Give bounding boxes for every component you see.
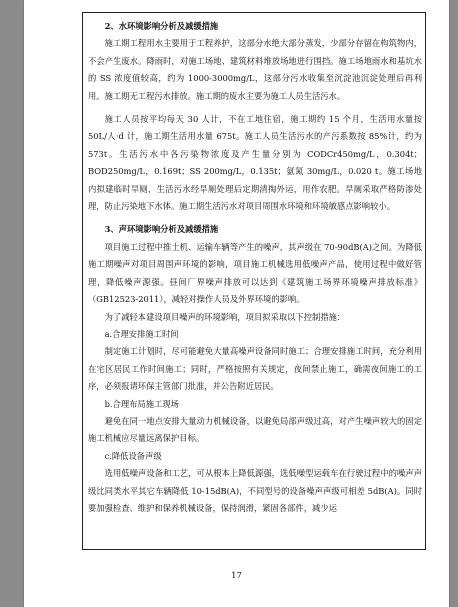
body-paragraph: 施工期工程用水主要用于工程养护，这部分水绝大部分蒸发，少部分存留在构筑物内，不会产生废水。降雨时，对施工场地、建筑材料堆放场地进行围挡。施工场地雨水和基坑水的 SS 浓度值较高，约为 1000-3000mg/L，这部分污水收集至沉淀池沉淀处理后再利用。施工期无工程污水排放。施工期的废水主要为施工人员生活污水。 [88, 38, 422, 101]
body-paragraph: 避免在同一地点安排大量动力机械设备，以避免局部声级过高，对产生噪声较大的固定施工机械应尽量远离保护目标。 [88, 415, 422, 444]
page-number: 17 [231, 571, 242, 581]
body-paragraph: 制定施工计划时，尽可能避免大量高噪声设备同时施工；合理安排施工时间，充分利用在宅区居民工作时间施工；同时，严格按照有关规定，夜间禁止施工，确需夜间施工的工序，必须报请环保主管部门批准，并公告附近居民。 [88, 346, 422, 392]
document-page [24, 0, 449, 607]
body-paragraph: 为了减轻本建设项目噪声的环境影响，项目拟采取以下控制措施： [104, 311, 346, 322]
section-heading: 3、声环境影响分析及减缓措施 [104, 224, 219, 235]
body-paragraph: a.合理安排施工时间 [104, 328, 179, 339]
page-content [88, 18, 422, 517]
body-paragraph: c.降低设备声级 [104, 450, 162, 461]
body-paragraph: 施工人员按平均每天 30 人计，不在工地住宿，施工期约 15 个月，生活用水量按 50L/人·d 计，施工期生活用水量 675t。施工人员生活污水的产污系数按 85%计，约为 573t。生活污水中各污染物浓度及产生量分别为 CODCr450mg/L，0.304t；BOD250mg/L，0.169t；SS 200mg/L，0.135t；氨氮 30mg/L，0.020 t。施工场地内拟建临时旱厕，生活污水经旱厕处理后定期清掏外运，用作农肥。旱厕采取严格防渗处理，防止污染地下水体。施工期生活污水对项目周围水环境和环境敏感点影响较小。 [88, 114, 422, 212]
body-paragraph: 选用低噪声设备和工艺，可从根本上降低源强，选低噪型运载车在行驶过程中的噪声声级比同类水平其它车辆降低 10-15dB(A)，不同型号的设备噪声声级可相差 5dB(A)。同时要加强检查、维护和保养机械设备，保持润滑，紧固各部件，减少运 [88, 468, 422, 513]
body-paragraph: 项目施工过程中推土机、运输车辆等产生的噪声，其声级在 70-90dB(A)之间。为降低施工期噪声对项目周围声环境的影响，项目施工机械选用低噪声产品，使用过程中做好管理，降低噪声源强。昼间厂界噪声排放可以达到《建筑施工场界环境噪声排放标准》（GB12523-2011），减轻对操作人员及外界环境的影响。 [88, 241, 422, 305]
section-heading: 2、水环境影响分析及减缓措施 [104, 21, 219, 31]
body-paragraph: b.合理布局施工现场 [104, 398, 179, 409]
